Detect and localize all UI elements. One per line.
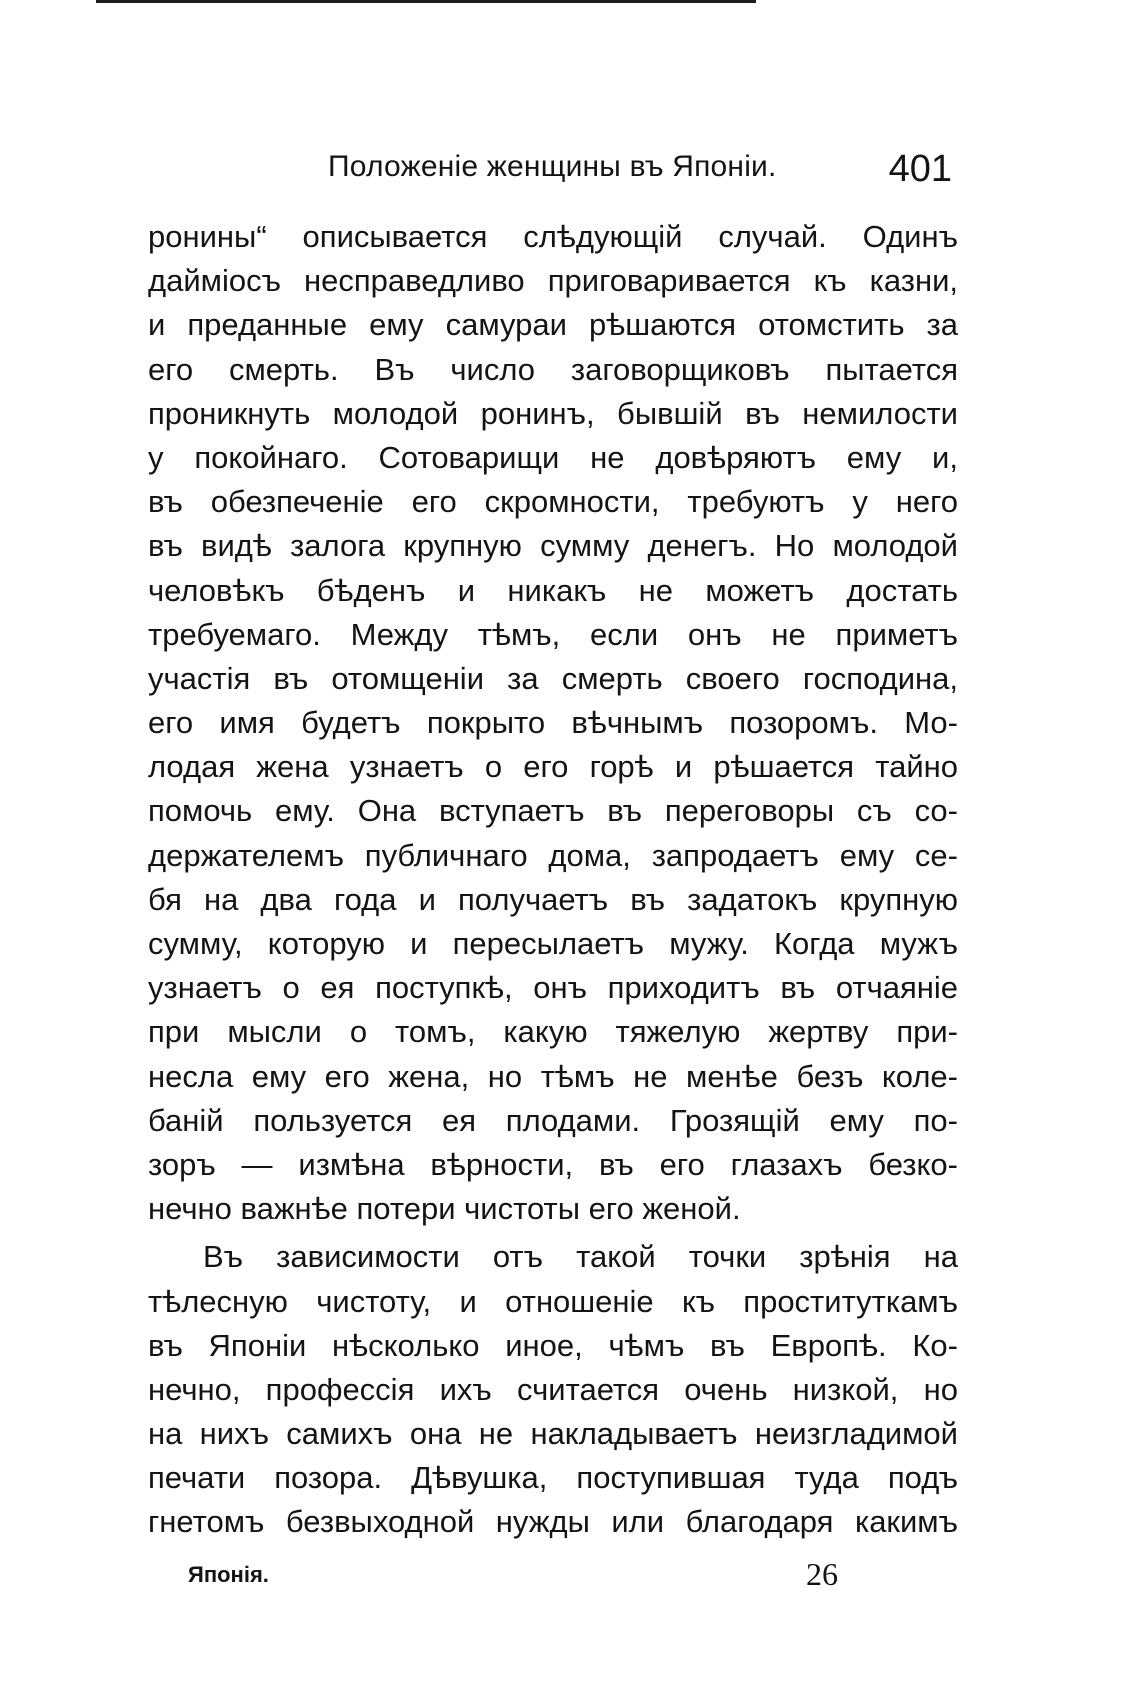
text-line: несла ему его жена, но тѣмъ не менѣе безъ коле- <box>148 1058 958 1094</box>
running-title: Положеніе женщины въ Японіи. <box>328 150 777 183</box>
text-line: на нихъ самихъ она не накладываетъ неизгладимой <box>148 1416 958 1452</box>
text-line: участія въ отомщеніи за смерть своего господина, <box>148 660 958 696</box>
text-line: нечно, профессія ихъ считается очень низкой, но <box>148 1371 958 1407</box>
page-footer <box>148 1556 958 1600</box>
text-line: требуемаго. Между тѣмъ, если онъ не приметъ <box>148 616 958 652</box>
page-header <box>148 148 958 198</box>
sheet-number: 26 <box>806 1556 838 1592</box>
top-rule <box>96 0 756 3</box>
text-line: и преданные ему самураи рѣшаются отомстить за <box>148 307 958 343</box>
body-text <box>148 215 958 1549</box>
text-line: держателемъ публичнаго дома, запродаетъ ему се- <box>148 837 958 873</box>
text-line: бя на два года и получаетъ въ задатокъ крупную <box>148 881 958 917</box>
text-line: гнетомъ безвыходной нужды или благодаря какимъ <box>148 1504 958 1540</box>
text-line: въ видѣ залога крупную сумму денегъ. Но молодой <box>148 528 958 564</box>
text-line: сумму, которую и пересылаетъ мужу. Когда мужъ <box>148 926 958 961</box>
text-line: въ обезпеченіе его скромности, требуютъ у него <box>148 484 958 520</box>
paragraph-1 <box>148 215 958 1231</box>
text-line: Въ зависимости отъ такой точки зрѣнія на <box>203 1239 958 1275</box>
text-line: печати позора. Дѣвушка, поступившая туда подъ <box>148 1460 958 1496</box>
text-line: при мысли о томъ, какую тяжелую жертву при- <box>148 1014 958 1050</box>
text-line: тѣлесную чистоту, и отношеніе къ проституткамъ <box>148 1283 958 1319</box>
text-line: узнаетъ о ея поступкѣ, онъ приходитъ въ отчаяніе <box>148 970 958 1006</box>
text-line: въ Японіи нѣсколько иное, чѣмъ въ Европѣ. Ко- <box>148 1327 958 1363</box>
text-line: баній пользуется ея плодами. Грозящій ему по- <box>148 1102 958 1138</box>
text-line: зоръ — измѣна вѣрности, въ его глазахъ безко- <box>148 1146 958 1182</box>
text-line: нечно важнѣе потери чистоты его женой. <box>148 1191 741 1227</box>
signature-mark: Японія. <box>188 1562 269 1587</box>
paragraph-2 <box>148 1235 958 1544</box>
text-line: даймiосъ несправедливо приговаривается къ казни, <box>148 263 958 299</box>
text-line: помочь ему. Она вступаетъ въ переговоры съ со- <box>148 793 958 829</box>
text-line: его смерть. Въ число заговорщиковъ пытается <box>148 351 958 387</box>
text-line: лодая жена узнаетъ о его горѣ и рѣшается тайно <box>148 749 958 785</box>
text-line: человѣкъ бѣденъ и никакъ не можетъ достать <box>148 572 958 608</box>
text-line: у покойнаго. Сотоварищи не довѣряютъ ему и, <box>148 439 958 475</box>
text-line: его имя будетъ покрыто вѣчнымъ позоромъ. Мо- <box>148 705 958 741</box>
text-line: проникнуть молодой ронинъ, бывшій въ немилости <box>148 395 958 431</box>
page-number: 401 <box>888 148 952 190</box>
text-line: ронины“ описывается слѣдующій случай. Одинъ <box>148 219 958 254</box>
